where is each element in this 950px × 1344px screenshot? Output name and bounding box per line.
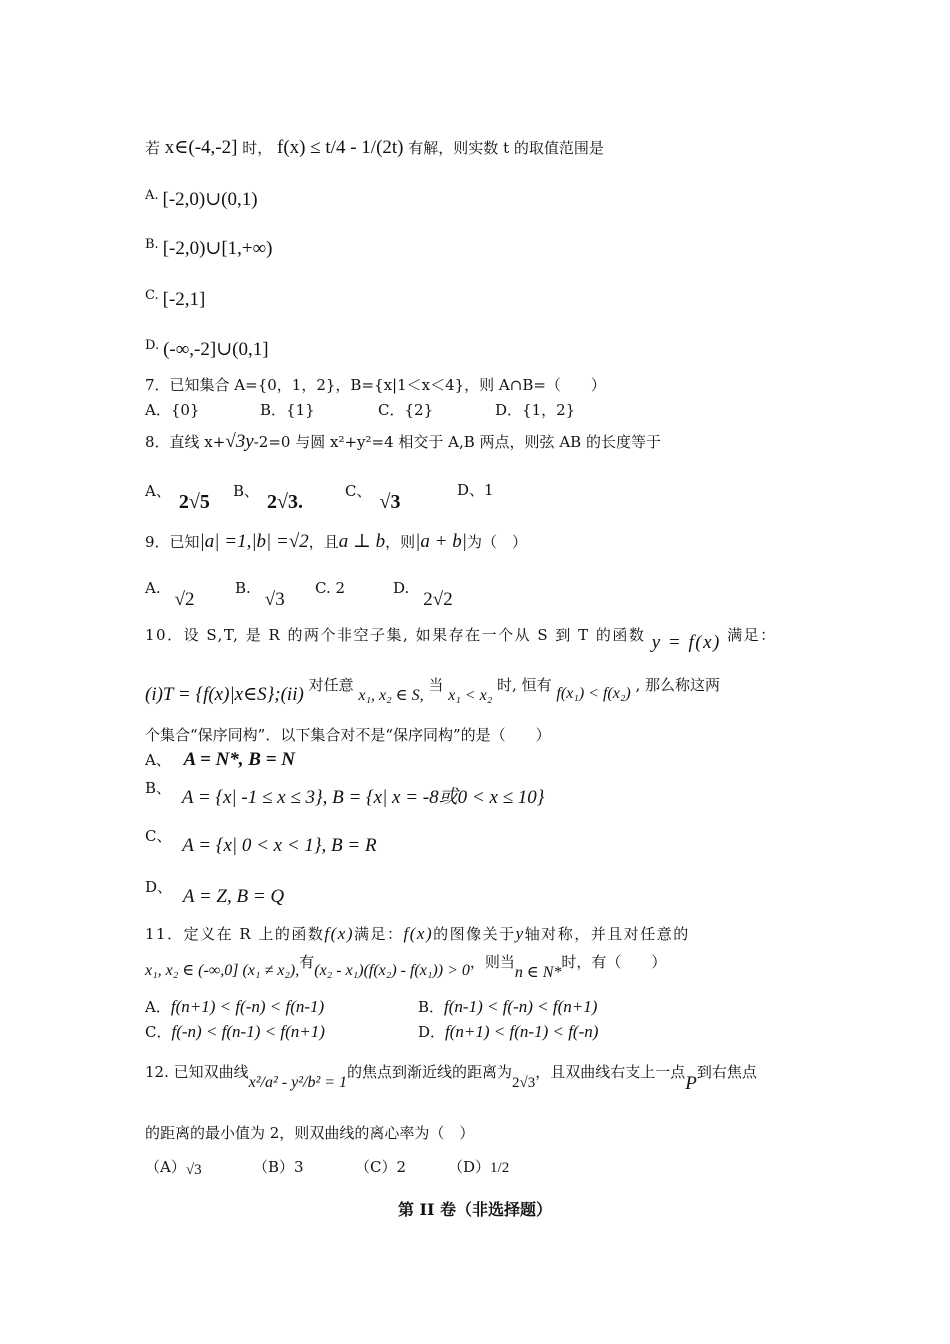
option-math: 2 xyxy=(396,1158,407,1176)
option-label: B. xyxy=(235,579,251,597)
q11-line1-b: 满足： xyxy=(354,925,404,943)
option-math: (-∞,-2]∪(0,1] xyxy=(163,339,269,360)
option-label: （C） xyxy=(355,1158,397,1176)
option-math: √3 xyxy=(379,491,401,513)
q12-line1-d: 到右焦点 xyxy=(696,1063,757,1081)
q8-option-d xyxy=(457,480,494,500)
q9-option-b xyxy=(235,578,285,610)
q8-options xyxy=(145,480,810,514)
q10-line1 xyxy=(145,625,810,653)
q7-stem: 7．已知集合 A={0，1，2}，B={x|1＜x＜4}，则 A∩B=（ ） xyxy=(145,376,606,394)
q10-line1-a: 10．设 S,T, 是 R 的两个非空子集, 如果存在一个从 S 到 T 的函数 xyxy=(145,626,646,644)
q9-stem xyxy=(145,532,810,552)
q6-suffix: 有解，则实数 t 的取值范围是 xyxy=(408,139,604,157)
option-label: B. xyxy=(145,237,159,252)
option-label: C、 xyxy=(145,827,172,845)
q11-line1-a: 11．定义在 R 上的函数 xyxy=(145,925,325,943)
option-math: f(n+1) < f(-n) < f(n-1) xyxy=(170,997,325,1016)
option-label: B、 xyxy=(233,482,260,500)
option-math: A = {x| 0 < x < 1}, B = R xyxy=(182,835,377,856)
q10-option-b xyxy=(145,778,810,812)
q12-option-a xyxy=(145,1157,202,1178)
option-math: A = N*, B = N xyxy=(183,749,296,770)
q6-shi: 时， xyxy=(242,139,273,157)
option-label: C、 xyxy=(345,482,372,500)
q11-n: n ∈ N* xyxy=(514,964,562,981)
q9-stem-b: ，且 xyxy=(308,533,339,551)
q6-condition: x∈(-4,-2] xyxy=(164,137,238,158)
q9-option-d xyxy=(393,578,453,610)
option-math: [-2,0)∪[1,+∞) xyxy=(162,238,273,259)
q7-option-a: A．{0} xyxy=(145,401,200,419)
q10-x-order: x₁ < x₂ xyxy=(448,687,493,704)
q11-line2-a: 有 xyxy=(299,953,315,971)
q11-option-c xyxy=(145,1022,325,1042)
option-label: B、 xyxy=(145,779,172,797)
q11-line2-b: ，则当 xyxy=(469,953,515,971)
q9-stem-a: 9．已知 xyxy=(145,533,200,551)
q12-option-d xyxy=(448,1157,509,1178)
q10-line2-a: 对任意 xyxy=(308,676,354,694)
option-label: D. xyxy=(393,579,410,597)
q9-options xyxy=(145,578,810,612)
q6-prefix: 若 xyxy=(145,139,161,157)
q12-line1 xyxy=(145,1062,810,1102)
option-label: D. xyxy=(145,338,160,353)
q7-option-d: D．{1，2} xyxy=(495,401,576,419)
q6-option-b xyxy=(145,235,810,259)
option-label: D、 xyxy=(145,878,173,896)
q10-line3: 个集合“保序同构”．以下集合对不是“保序同构”的是（ ） xyxy=(145,726,551,744)
q10-option-a xyxy=(145,750,810,770)
option-label: C. xyxy=(315,579,331,597)
q10-x-in-s: x₁, x₂ ∈ S, xyxy=(358,687,424,704)
q10-condition-i: (i)T = {f(x)|x∈S};(ii) xyxy=(145,684,304,705)
option-math: 1/2 xyxy=(490,1160,510,1176)
q11-line1-c: 的图像关于 xyxy=(433,925,516,943)
option-label: C． xyxy=(145,1023,172,1041)
q12-option-c xyxy=(355,1157,406,1177)
q12-line2: 的距离的最小值为 2，则双曲线的离心率为（ ） xyxy=(145,1124,475,1142)
option-label: A． xyxy=(145,998,171,1016)
option-label: （A） xyxy=(145,1158,186,1176)
q8-stem xyxy=(145,432,810,452)
q9-option-c xyxy=(315,578,345,598)
q10-line2 xyxy=(145,675,810,707)
q12-options xyxy=(145,1157,810,1193)
option-math: √3 xyxy=(264,589,285,610)
q6-option-d xyxy=(145,336,810,360)
q8-option-c xyxy=(345,480,401,513)
q8-option-a xyxy=(145,480,210,513)
option-math: 2√5 xyxy=(178,491,210,513)
q8-stem-b: -2=0 与圆 x²+y²=4 相交于 A,B 两点，则弦 AB 的长度等于 xyxy=(253,433,661,451)
option-label: A、 xyxy=(145,482,171,500)
q8-option-b xyxy=(233,480,304,513)
q6-option-c xyxy=(145,286,810,310)
option-math: √3 xyxy=(185,1162,202,1178)
option-math: f(n-1) < f(-n) < f(n+1) xyxy=(444,997,598,1016)
q11-fx: f(x) xyxy=(324,924,355,943)
option-math: [-2,1] xyxy=(162,289,206,310)
q12-line1-a: 12. 已知双曲线 xyxy=(145,1063,249,1081)
q10-option-d xyxy=(145,877,810,911)
option-label: （B） xyxy=(253,1158,295,1176)
q9-stem-c: ，则 xyxy=(385,533,416,551)
option-math: A = {x| -1 ≤ x ≤ 3}, B = {x| x = -8或0 < x ≤ 10} xyxy=(181,787,545,808)
option-math: f(n+1) < f(n-1) < f(-n) xyxy=(445,1022,599,1041)
option-label: A、 xyxy=(145,751,171,769)
option-math: 3 xyxy=(294,1158,304,1176)
option-label: B． xyxy=(418,998,445,1016)
q11-fx-2: f(x) xyxy=(403,924,434,943)
q10-function: y = f(x) xyxy=(651,632,721,653)
q7-option-b: B．{1} xyxy=(260,401,315,419)
option-math: 2√3. xyxy=(267,491,304,513)
q11-domain: x₁, x₂ ∈ (-∞,0] (x₁ ≠ x₂), xyxy=(145,962,300,979)
q11-line2 xyxy=(145,952,810,986)
q9-perp: a ⊥ b xyxy=(338,531,386,552)
option-label: A. xyxy=(145,579,161,597)
q8-stem-a: 8．直线 x+ xyxy=(145,433,226,451)
q10-line1-b: 满足： xyxy=(727,626,777,644)
q6-option-a xyxy=(145,186,810,210)
q10-line2-b: 当 xyxy=(428,676,444,694)
option-label: （D） xyxy=(448,1158,491,1176)
option-math: 2 xyxy=(335,579,346,597)
q10-option-c xyxy=(145,826,810,860)
q9-sum-norm: |a + b| xyxy=(415,531,467,552)
q11-y: y xyxy=(515,924,525,943)
option-math: 2√2 xyxy=(423,589,453,610)
q10-line2-c: 时, 恒有 xyxy=(497,676,552,694)
q10-f-order: f(x₁) < f(x₂) xyxy=(556,685,631,702)
q6-stem xyxy=(145,138,810,158)
q8-sqrt-term: √3y xyxy=(225,431,254,452)
option-math: [-2,0)∪(0,1) xyxy=(162,189,258,210)
q11-option-b xyxy=(418,997,597,1017)
q11-line2-c: 时，有（ ） xyxy=(561,953,667,971)
q12-hyperbola: x²/a² - y²/b² = 1 xyxy=(248,1074,348,1091)
q12-option-b xyxy=(253,1157,304,1177)
option-math: A = Z, B = Q xyxy=(182,886,285,907)
q11-line1-d: 轴对称，并且对任意的 xyxy=(524,925,690,943)
section-title: 第 II 卷（非选择题） xyxy=(397,1200,553,1219)
q11-option-d xyxy=(418,1022,598,1042)
q9-option-a xyxy=(145,578,195,610)
option-label: D、1 xyxy=(457,481,494,499)
q9-stem-d: 为（ ） xyxy=(466,533,527,551)
q12-line1-c: ，且双曲线右支上一点 xyxy=(535,1063,686,1081)
q11-line1 xyxy=(145,924,810,944)
option-label: D． xyxy=(418,1023,446,1041)
q6-inequality: f(x) ≤ t/4 - 1/(2t) xyxy=(277,137,404,158)
q12-point-p: P xyxy=(685,1073,697,1094)
q12-distance: 2√3 xyxy=(512,1075,536,1091)
q9-given: |a| =1,|b| =√2 xyxy=(199,531,309,552)
q11-monotone: (x₂ - x₁)(f(x₂) - f(x₁)) > 0 xyxy=(314,962,470,979)
q12-line1-b: 的焦点到渐近线的距离为 xyxy=(347,1063,513,1081)
option-math: f(-n) < f(n-1) < f(n+1) xyxy=(171,1022,325,1041)
option-label: C. xyxy=(145,288,159,303)
q7-option-c: C．{2} xyxy=(378,401,434,419)
q11-option-a xyxy=(145,997,324,1017)
option-math: √2 xyxy=(174,589,195,610)
q10-line2-d: , 那么称这两 xyxy=(635,676,721,694)
option-label: A. xyxy=(145,188,159,203)
